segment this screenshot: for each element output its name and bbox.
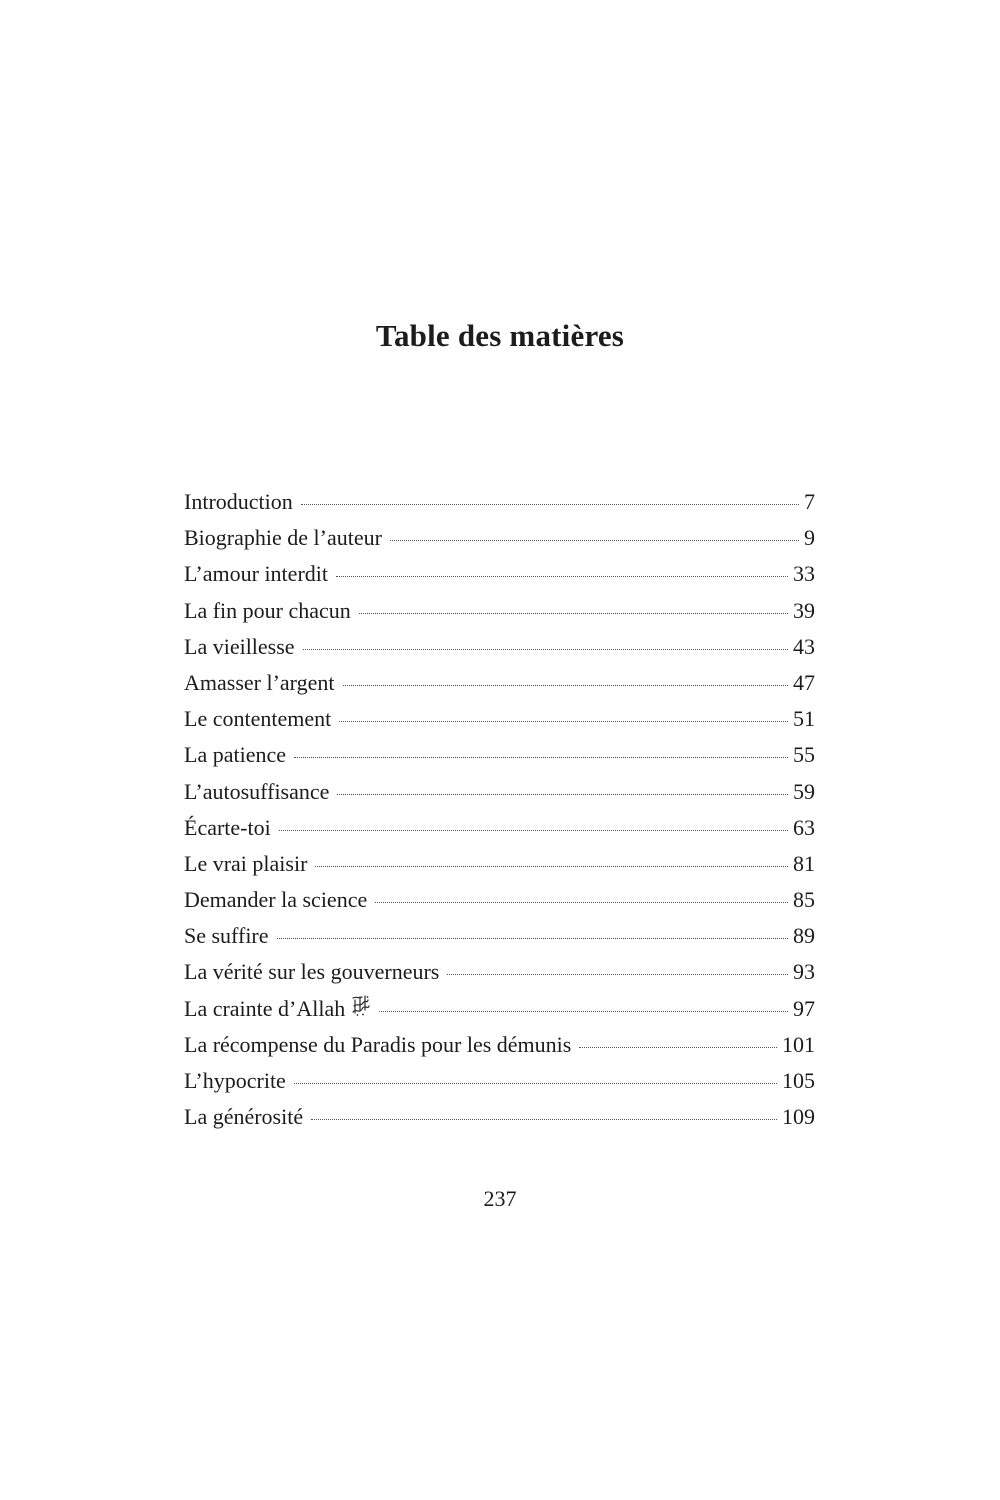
- toc-entry-title: Introduction: [184, 489, 293, 514]
- toc-entry[interactable]: [184, 846, 815, 882]
- toc-entry-page: 89: [793, 923, 815, 949]
- toc-entry-page: 33: [793, 561, 815, 587]
- dot-leader: [343, 685, 789, 686]
- dot-leader: [279, 830, 788, 831]
- toc-entry-page: 39: [793, 597, 815, 623]
- dot-leader: [339, 721, 788, 722]
- toc-entry[interactable]: [184, 882, 815, 918]
- dot-leader: [294, 1083, 777, 1084]
- dot-leader: [579, 1047, 777, 1048]
- page-title: Table des matières: [375, 318, 625, 353]
- dot-leader: [375, 902, 788, 903]
- toc-entry-title: Amasser l’argent: [184, 669, 335, 695]
- toc-entry[interactable]: [184, 556, 815, 592]
- toc-entry-title: Se suffire: [184, 923, 269, 949]
- toc-entry-title: La crainte d’Allah: [184, 995, 346, 1021]
- toc-entry[interactable]: [184, 810, 815, 846]
- dot-leader: [447, 974, 788, 975]
- toc-entry-page: 47: [793, 669, 815, 695]
- toc-entry-page: 7: [804, 489, 815, 514]
- toc-entry-title: Biographie de l’auteur: [184, 525, 382, 551]
- toc-entry-page: 109: [782, 1104, 815, 1130]
- toc-entry-page: 59: [793, 778, 815, 804]
- dot-leader: [359, 613, 788, 614]
- toc-entry[interactable]: [184, 1027, 815, 1063]
- toc-entry-page: 97: [793, 995, 815, 1021]
- dot-leader: [379, 1011, 788, 1012]
- dot-leader: [277, 938, 788, 939]
- toc-entry-page: 85: [793, 887, 815, 913]
- toc-entry-title: L’hypocrite: [184, 1068, 286, 1093]
- toc-entry-title: La vieillesse: [184, 633, 295, 659]
- dot-leader: [336, 576, 788, 577]
- toc-entry-title: La générosité: [184, 1104, 304, 1130]
- toc-entry-title: Écarte-toi: [184, 814, 271, 840]
- toc-entry[interactable]: [184, 701, 815, 737]
- toc-entry-title: La vérité sur les gouverneurs: [184, 959, 440, 985]
- dot-leader: [301, 504, 799, 505]
- toc-entry-page: 63: [793, 814, 815, 840]
- toc-entry-page: 105: [782, 1068, 815, 1093]
- toc-entry-page: 81: [793, 850, 815, 876]
- table-of-contents: [184, 484, 815, 1135]
- toc-entry[interactable]: [184, 954, 815, 990]
- toc-entry[interactable]: [184, 991, 815, 1027]
- toc-entry[interactable]: [184, 665, 815, 701]
- toc-entry[interactable]: [184, 1063, 815, 1099]
- toc-entry[interactable]: [184, 629, 815, 665]
- toc-entry[interactable]: [184, 484, 815, 520]
- toc-entry[interactable]: [184, 1099, 815, 1135]
- dot-leader: [315, 866, 788, 867]
- toc-entry[interactable]: [184, 593, 815, 629]
- toc-entry-title: La fin pour chacun: [184, 597, 351, 623]
- dot-leader: [337, 794, 788, 795]
- dot-leader: [294, 757, 788, 758]
- toc-entry-title: La récompense du Paradis pour les démunis: [184, 1031, 572, 1057]
- dot-leader: [303, 649, 788, 650]
- toc-entry-page: 9: [804, 525, 815, 551]
- toc-entry[interactable]: [184, 520, 815, 556]
- toc-entry-title: L’autosuffisance: [184, 778, 330, 804]
- toc-entry-title: Le contentement: [184, 706, 332, 732]
- dot-leader: [311, 1119, 777, 1120]
- toc-entry-title: Demander la science: [184, 887, 368, 913]
- honorific-ligature-icon: [351, 994, 371, 1016]
- toc-entry[interactable]: [184, 918, 815, 954]
- page-number: 237: [483, 1186, 517, 1211]
- toc-entry-title: L’amour interdit: [184, 561, 328, 587]
- toc-entry-page: 101: [782, 1031, 815, 1057]
- dot-leader: [390, 540, 799, 541]
- toc-entry-title: La patience: [184, 742, 286, 768]
- toc-entry[interactable]: [184, 737, 815, 773]
- toc-entry[interactable]: [184, 774, 815, 810]
- toc-entry-title: Le vrai plaisir: [184, 850, 308, 876]
- toc-entry-page: 55: [793, 742, 815, 768]
- toc-entry-page: 43: [793, 633, 815, 659]
- toc-entry-page: 93: [793, 959, 815, 985]
- toc-entry-page: 51: [793, 706, 815, 732]
